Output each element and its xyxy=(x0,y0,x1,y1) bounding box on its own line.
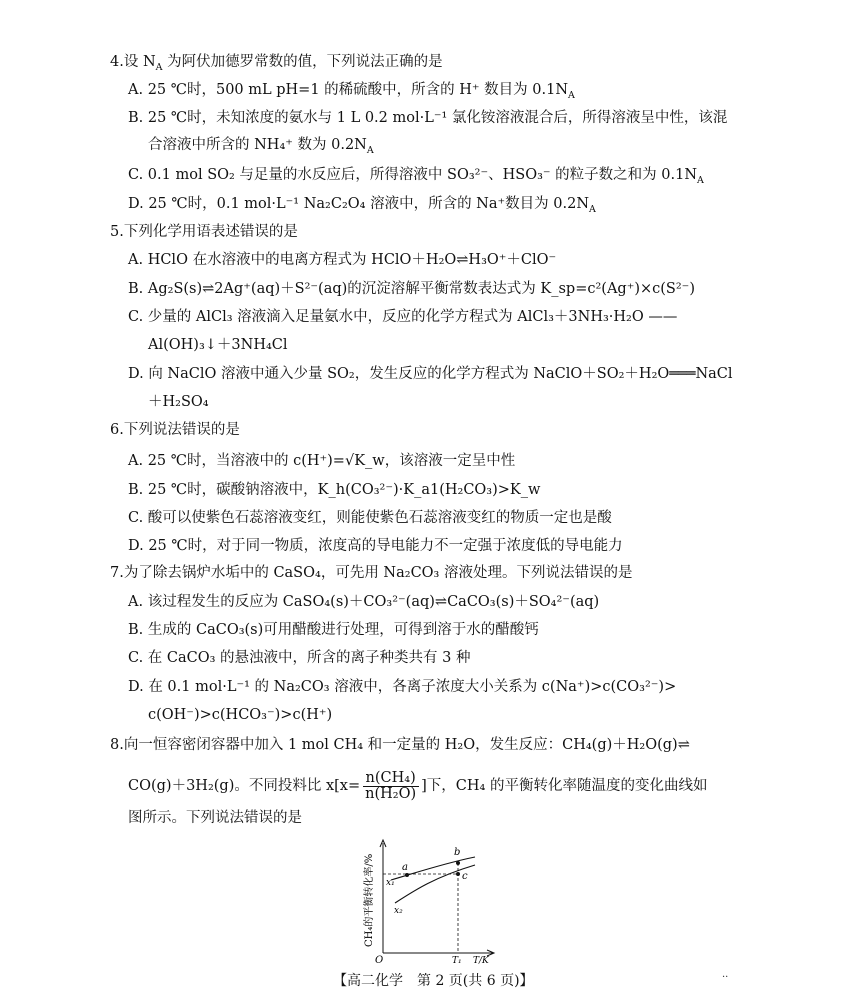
q5-option-d: D. 向 NaClO 溶液中通入少量 SO₂，发生反应的化学方程式为 NaClO＋SO₂＋H₂O═══NaCl xyxy=(128,366,733,382)
q4-option-d: D. 25 ℃时，0.1 mol·L⁻¹ Na₂C₂O₄ 溶液中，所含的 Na⁺数目为 $0.2N_A$ xyxy=(128,196,596,215)
q5-option-a: A. HClO 在水溶液中的电离方程式为 HClO＋H₂O⇌H₃O⁺＋ClO⁻ xyxy=(128,252,557,268)
q7-option-c: C. 在 CaCO₃ 的悬浊液中，所含的离子种类共有 3 种 xyxy=(128,650,471,666)
page-footer: 【高二化学 第 2 页(共 6 页)】 xyxy=(333,973,534,989)
q4-stem: 4.设 $N_A$ 为阿伏加德罗常数的值，下列说法正确的是 xyxy=(110,54,443,73)
origin-label: O xyxy=(375,955,384,965)
q5-stem: 5.下列化学用语表述错误的是 xyxy=(110,224,298,240)
curve-x1-label: x₁ xyxy=(386,878,395,888)
q7-option-b: B. 生成的 CaCO₃(s)可用醋酸进行处理，可得到溶于水的醋酸钙 xyxy=(128,622,539,638)
point-b-marker xyxy=(456,861,460,865)
q6-option-b: B. 25 ℃时，碳酸钠溶液中，K_h(CO₃²⁻)·K_a1(H₂CO₃)>K_w xyxy=(128,482,541,498)
q4-option-b: B. 25 ℃时，未知浓度的氨水与 1 L 0.2 mol·L⁻¹ 氯化铵溶液混合后，所得溶液呈中性，该混 xyxy=(128,110,728,126)
point-a-marker xyxy=(405,873,409,877)
q8-stem-line3: 图所示。下列说法错误的是 xyxy=(128,810,302,826)
q7-option-d-cont: c(OH⁻)>c(HCO₃⁻)>c(H⁺) xyxy=(148,707,333,723)
q4-option-b-cont: 合溶液中所含的 NH₄⁺ 数为 $0.2N_A$ xyxy=(148,137,374,156)
q5-option-b: B. Ag₂S(s)⇌2Ag⁺(aq)＋S²⁻(aq)的沉淀溶解平衡常数表达式为 K_sp=c²(Ag⁺)×c(S²⁻) xyxy=(128,281,695,297)
conversion-vs-temperature-graph xyxy=(355,835,515,965)
q4-option-c: C. 0.1 mol SO₂ 与足量的水反应后，所得溶液中 SO₃²⁻、HSO₃⁻ 的粒子数之和为 $0.1N_A$ xyxy=(128,167,704,186)
q4-option-a: A. 25 ℃时，500 mL pH=1 的稀硫酸中，所含的 H⁺ 数目为 $0.1N_A$ xyxy=(128,82,575,101)
q6-stem: 6.下列说法错误的是 xyxy=(110,422,240,438)
point-b-label: b xyxy=(454,847,461,858)
q7-option-d: D. 在 0.1 mol·L⁻¹ 的 Na₂CO₃ 溶液中，各离子浓度大小关系为 c(Na⁺)>c(CO₃²⁻)> xyxy=(128,679,677,695)
q5-option-c: C. 少量的 AlCl₃ 溶液滴入足量氨水中，反应的化学方程式为 AlCl₃＋3NH₃·H₂O —— xyxy=(128,309,678,325)
point-a-label: a xyxy=(402,862,408,873)
t1-label: T₁ xyxy=(452,956,462,965)
curve-x2-label: x₂ xyxy=(394,906,403,916)
x-axis-label: T/K xyxy=(473,956,489,965)
q7-option-a: A. 该过程发生的反应为 CaSO₄(s)＋CO₃²⁻(aq)⇌CaCO₃(s)＋SO₄²⁻(aq) xyxy=(128,594,600,610)
q7-stem: 7.为了除去锅炉水垢中的 CaSO₄，可先用 Na₂CO₃ 溶液处理。下列说法错误的是 xyxy=(110,565,633,581)
point-c-label: c xyxy=(462,871,468,882)
q5-option-c-cont: Al(OH)₃↓＋3NH₄Cl xyxy=(148,337,288,353)
point-c-marker xyxy=(456,872,460,876)
q8-stem-line2: CO(g)＋3H₂(g)。不同投料比 x[x= $\frac{\text{n(CH₄)}}{\text{n(H₂O)}}$ ]下，CH₄ 的平衡转化率随温度的变化曲线如 xyxy=(128,769,708,802)
q6-option-d: D. 25 ℃时，对于同一物质，浓度高的导电能力不一定强于浓度低的导电能力 xyxy=(128,538,623,554)
q8-ratio-fraction: $\frac{\text{n(CH₄)}}{\text{n(H₂O)}}$ xyxy=(362,771,419,802)
corner-mark: ·· xyxy=(722,972,729,983)
q6-option-c: C. 酸可以使紫色石蕊溶液变红，则能使紫色石蕊溶液变红的物质一定也是酸 xyxy=(128,510,612,526)
q6-option-a: A. 25 ℃时，当溶液中的 c(H⁺)=√K_w，该溶液一定呈中性 xyxy=(128,453,516,469)
y-axis-label: CH₄的平衡转化率/% xyxy=(364,853,375,947)
q8-stem: 8.向一恒容密闭容器中加入 1 mol CH₄ 和一定量的 H₂O，发生反应：CH₄(g)＋H₂O(g)⇌ xyxy=(110,737,690,753)
q5-option-d-cont: ＋H₂SO₄ xyxy=(148,394,209,410)
